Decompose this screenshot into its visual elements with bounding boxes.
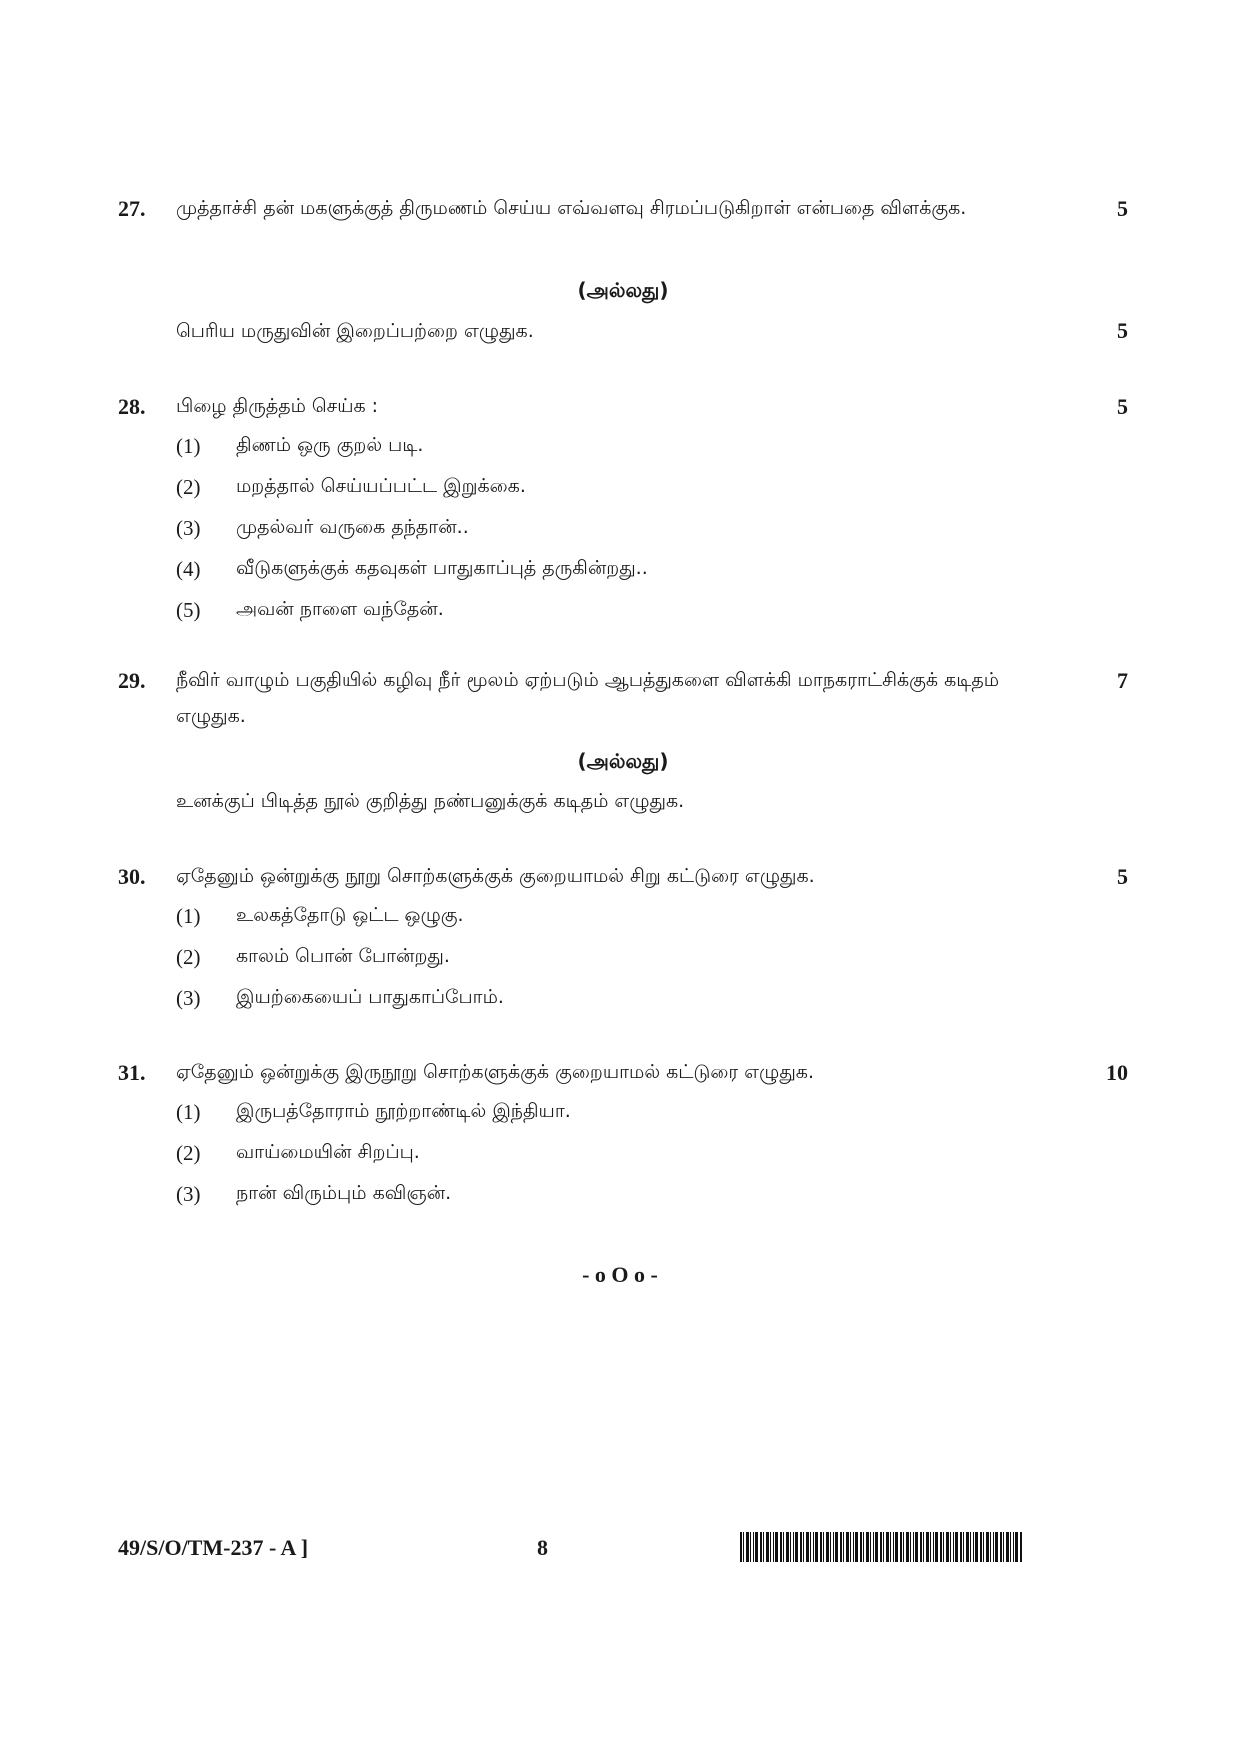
- sub-item-text: திணம் ஒரு குறல் படி.: [236, 434, 424, 456]
- or-label: (அல்லது): [577, 278, 669, 302]
- sub-item-text: அவன் நாளை வந்தேன்.: [236, 598, 444, 620]
- or-label: (அல்லது): [577, 749, 669, 773]
- barcode: [740, 1532, 1022, 1562]
- question-text: பிழை திருத்தம் செய்க :: [176, 395, 379, 417]
- alternative-text: உனக்குப் பிடித்த நூல் குறித்து நண்பனுக்குக் கடிதம் எழுதுக.: [176, 790, 685, 812]
- question-number: 28.: [118, 394, 146, 419]
- question-marks: 7: [1117, 668, 1128, 693]
- sub-item-number: (1): [176, 1100, 201, 1124]
- sub-item-number: (2): [176, 1141, 201, 1165]
- question-marks: 5: [1117, 864, 1128, 889]
- sub-item-text: மறத்தால் செய்யப்பட்ட இறுக்கை.: [236, 475, 526, 497]
- question-text: நீவிர் வாழும் பகுதியில் கழிவு நீர் மூலம் ஏற்படும் ஆபத்துகளை விளக்கி மாநகராட்சிக்குக் கடிதம் எழுதுக.: [176, 669, 1000, 727]
- sub-item-number: (2): [176, 945, 201, 969]
- alternative-text: பெரிய மருதுவின் இறைப்பற்றை எழுதுக.: [176, 320, 534, 342]
- paper-code: 49/S/O/TM-237 - A ]: [118, 1535, 309, 1560]
- sub-item-number: (1): [176, 904, 201, 928]
- sub-item-text: உலகத்தோடு ஒட்ட ஒழுகு.: [236, 904, 464, 926]
- sub-item-text: இயற்கையைப் பாதுகாப்போம்.: [236, 986, 504, 1008]
- question-number: 30.: [118, 864, 146, 889]
- page-number: 8: [537, 1535, 548, 1560]
- question-marks: 5: [1117, 196, 1128, 221]
- question-marks: 10: [1106, 1060, 1128, 1085]
- sub-item-text: நான் விரும்பும் கவிஞன்.: [236, 1182, 452, 1204]
- question-text: ஏதேனும் ஒன்றுக்கு இருநூறு சொற்களுக்குக் குறையாமல் கட்டுரை எழுதுக.: [176, 1061, 814, 1083]
- sub-item-text: முதல்வர் வருகை தந்தான்..: [236, 516, 469, 538]
- sub-item-number: (5): [176, 598, 201, 622]
- question-text: முத்தாச்சி தன் மகளுக்குத் திருமணம் செய்ய எவ்வளவு சிரமப்படுகிறாள் என்பதை விளக்குக.: [176, 197, 967, 219]
- sub-item-text: இருபத்தோராம் நூற்றாண்டில் இந்தியா.: [236, 1100, 571, 1122]
- end-of-paper-mark: - o O o -: [582, 1262, 658, 1287]
- alternative-marks: 5: [1117, 318, 1128, 343]
- question-number: 29.: [118, 668, 146, 693]
- sub-item-text: வீடுகளுக்குக் கதவுகள் பாதுகாப்புத் தருகின்றது..: [236, 557, 648, 579]
- sub-item-number: (3): [176, 986, 201, 1010]
- sub-item-text: வாய்மையின் சிறப்பு.: [236, 1141, 420, 1163]
- sub-item-number: (2): [176, 475, 201, 499]
- sub-item-text: காலம் பொன் போன்றது.: [236, 945, 450, 967]
- sub-item-number: (3): [176, 516, 201, 540]
- question-number: 27.: [118, 196, 146, 221]
- sub-item-number: (3): [176, 1182, 201, 1206]
- sub-item-number: (1): [176, 434, 201, 458]
- sub-item-number: (4): [176, 557, 201, 581]
- question-text: ஏதேனும் ஒன்றுக்கு நூறு சொற்களுக்குக் குறையாமல் சிறு கட்டுரை எழுதுக.: [176, 865, 815, 887]
- question-number: 31.: [118, 1060, 146, 1085]
- question-marks: 5: [1117, 394, 1128, 419]
